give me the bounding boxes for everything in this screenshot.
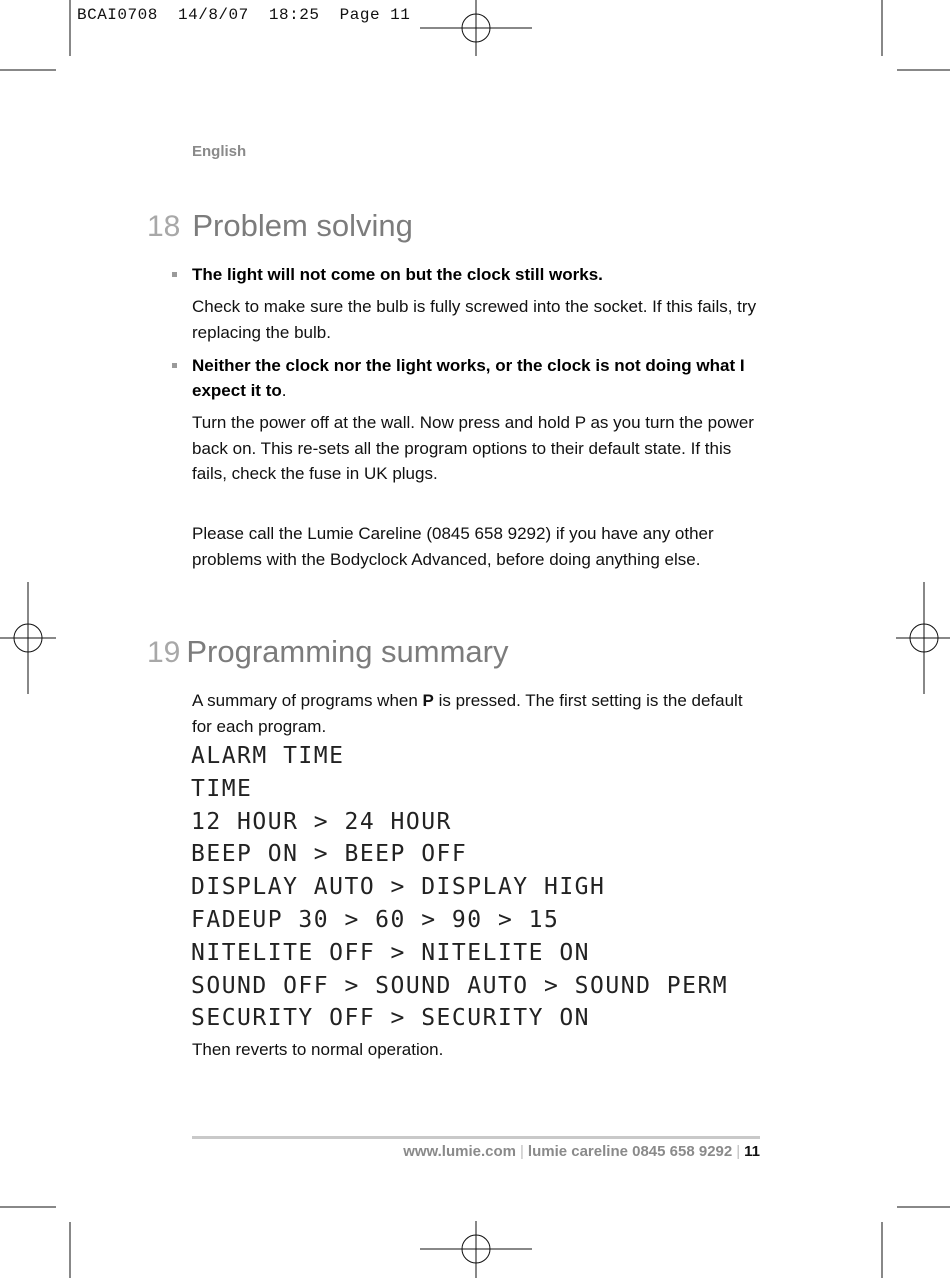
problem-list — [192, 262, 767, 495]
bullet-marker — [172, 363, 177, 368]
problem-answer: Check to make sure the bulb is fully screwed into the socket. If this fails, try replacing the bulb. — [192, 297, 757, 342]
lcd-line: BEEP ON > BEEP OFF — [191, 841, 468, 868]
lcd-line: 12 HOUR > 24 HOUR — [191, 808, 452, 835]
page-footer — [192, 1143, 760, 1160]
page-number: 11 — [744, 1143, 760, 1160]
question-text: Neither the clock nor the light works, or the clock is not doing what I expect it to — [192, 356, 745, 400]
section-19-heading — [147, 634, 509, 670]
intro-text: A summary of programs when — [192, 691, 423, 710]
lcd-line: SECURITY OFF > SECURITY ON — [191, 1005, 591, 1032]
footer-divider — [192, 1136, 760, 1139]
problem-question — [192, 262, 767, 287]
problem-question — [192, 353, 767, 403]
section-title: Problem solving — [192, 208, 413, 243]
footer-careline: lumie careline 0845 658 9292 — [527, 1143, 733, 1160]
print-slug: BCAI0708 14/8/07 18:25 Page 11 — [77, 6, 411, 24]
lcd-line: SOUND OFF > SOUND AUTO > SOUND PERM — [191, 972, 729, 999]
bullet-marker — [172, 272, 177, 277]
lcd-line: NITELITE OFF > NITELITE ON — [191, 939, 591, 966]
question-punctuation: . — [281, 381, 287, 400]
problem-answer: Turn the power off at the wall. Now press and hold P as you turn the power back on. This re-sets all the program options to their default state. If this fails, check the fuse in UK plugs. — [192, 413, 754, 483]
question-text: The light will not come on but the clock still works. — [192, 265, 603, 284]
lcd-line: DISPLAY AUTO > DISPLAY HIGH — [191, 874, 606, 901]
footer-separator: | — [520, 1143, 524, 1160]
summary-intro — [192, 688, 762, 739]
intro-key: P — [422, 691, 434, 710]
lcd-line: FADEUP 30 > 60 > 90 > 15 — [191, 906, 560, 933]
footer-website: www.lumie.com — [403, 1143, 516, 1160]
section-18-heading — [147, 208, 413, 244]
section-number: 19 — [147, 636, 181, 669]
footer-separator: | — [736, 1143, 741, 1160]
lcd-line: ALARM TIME — [191, 743, 345, 769]
intro-text: is pressed. The first setting is the default for each program. — [192, 691, 743, 736]
lcd-program-list — [191, 740, 728, 1035]
section-number: 18 — [147, 210, 181, 243]
careline-note: Please call the Lumie Careline (0845 658 9292) if you have any other problems with the Bodyclock Advanced, before doing anything else. — [192, 524, 714, 569]
lcd-line: TIME — [191, 775, 253, 802]
summary-outro: Then reverts to normal operation. — [192, 1040, 444, 1059]
section-title: Programming summary — [186, 634, 509, 669]
language-label: English — [192, 143, 247, 160]
